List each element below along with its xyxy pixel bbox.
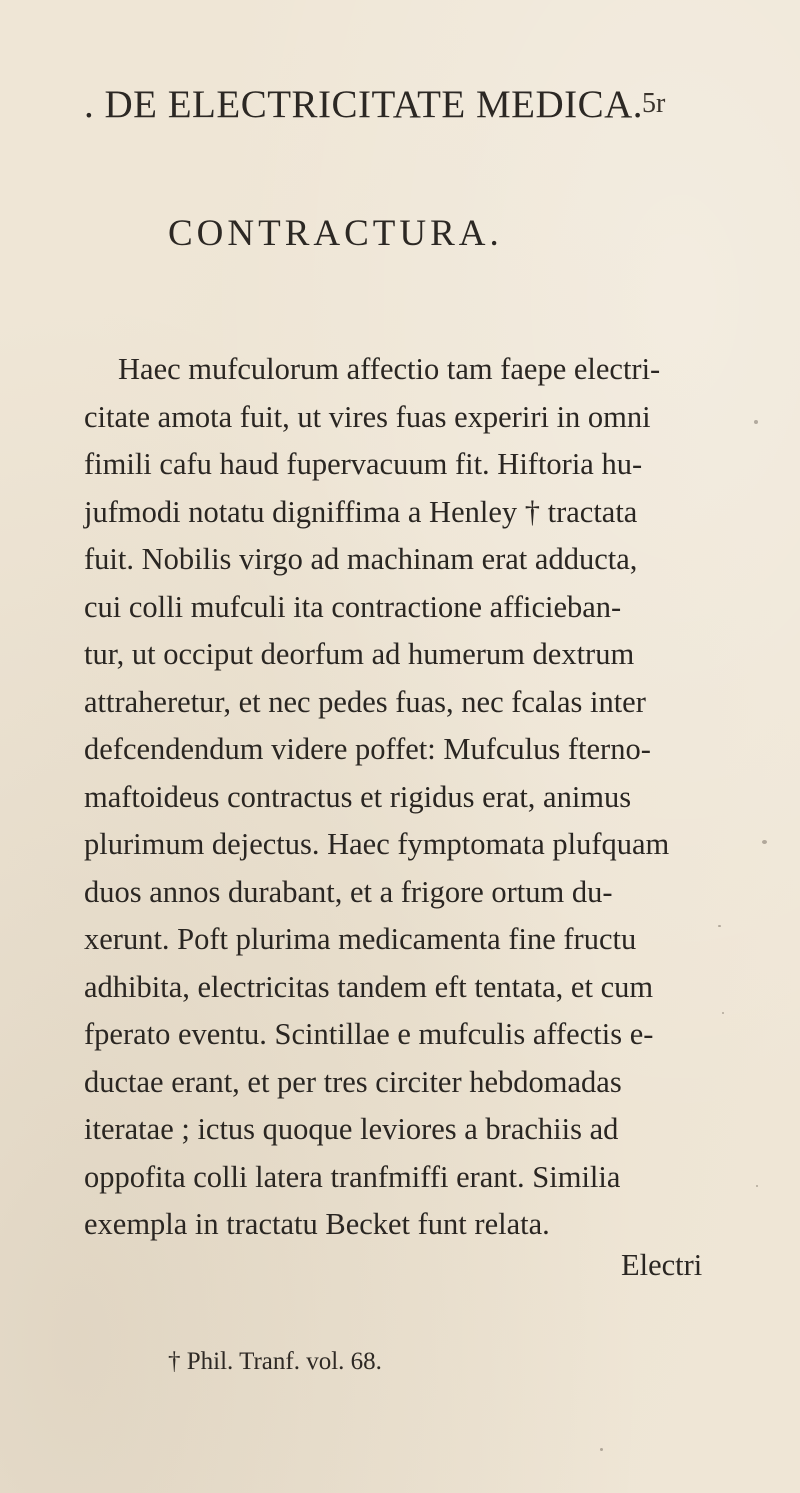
text-line: exempla in tractatu Becket funt relata. bbox=[84, 1207, 550, 1241]
text-line: cui colli mufculi ita contractione afficieban- bbox=[84, 589, 622, 624]
text-line: adhibita, electricitas tandem eft tentata, et cum bbox=[84, 969, 654, 1004]
paper-speck bbox=[722, 1012, 724, 1014]
catchword: Electri bbox=[621, 1248, 703, 1282]
text-line: xerunt. Poft plurima medicamenta fine fructu bbox=[84, 922, 637, 956]
paper-speck bbox=[718, 925, 721, 927]
text-line: iteratae ; ictus quoque leviores a brachiis ad bbox=[84, 1112, 619, 1146]
paper-speck bbox=[754, 420, 758, 424]
body-paragraph bbox=[84, 346, 744, 1249]
text-line: tur, ut occiput deorfum ad humerum dextrum bbox=[84, 637, 635, 671]
paper-speck bbox=[762, 840, 767, 844]
text-line: duos annos durabant, et a frigore ortum du- bbox=[84, 874, 613, 909]
paper-speck bbox=[756, 1185, 758, 1187]
footnote: † Phil. Tranf. vol. 68. bbox=[168, 1348, 382, 1375]
text-line: attraheretur, et nec pedes fuas, nec fcalas inter bbox=[84, 684, 646, 719]
text-line: fuit. Nobilis virgo ad machinam erat adducta, bbox=[84, 542, 638, 576]
text-line: defcendendum videre poffet: Mufculus fterno- bbox=[84, 732, 651, 766]
text-line: oppofita colli latera tranfmiffi erant. Similia bbox=[84, 1159, 621, 1194]
text-line: fimili cafu haud fupervacuum fit. Hiftoria hu- bbox=[84, 447, 643, 481]
running-title: . DE ELECTRICITATE MEDICA. bbox=[84, 83, 644, 126]
text-line: ductae erant, et per tres circiter hebdomadas bbox=[84, 1064, 622, 1099]
text-line: citate amota fuit, ut vires fuas experiri in omni bbox=[84, 399, 651, 434]
running-head bbox=[84, 82, 684, 132]
text-line: jufmodi notatu digniffima a Henley † tractata bbox=[84, 494, 638, 529]
text-line: maftoideus contractus et rigidus erat, animus bbox=[84, 779, 632, 814]
section-title: CONTRACTURA. bbox=[168, 213, 503, 254]
page-number: 5r bbox=[642, 88, 666, 119]
text-line: Haec mufculorum affectio tam faepe electri- bbox=[118, 352, 661, 386]
paper-speck bbox=[600, 1448, 603, 1451]
text-line: plurimum dejectus. Haec fymptomata plufquam bbox=[84, 827, 670, 861]
text-line: fperato eventu. Scintillae e mufculis affectis e- bbox=[84, 1017, 654, 1051]
